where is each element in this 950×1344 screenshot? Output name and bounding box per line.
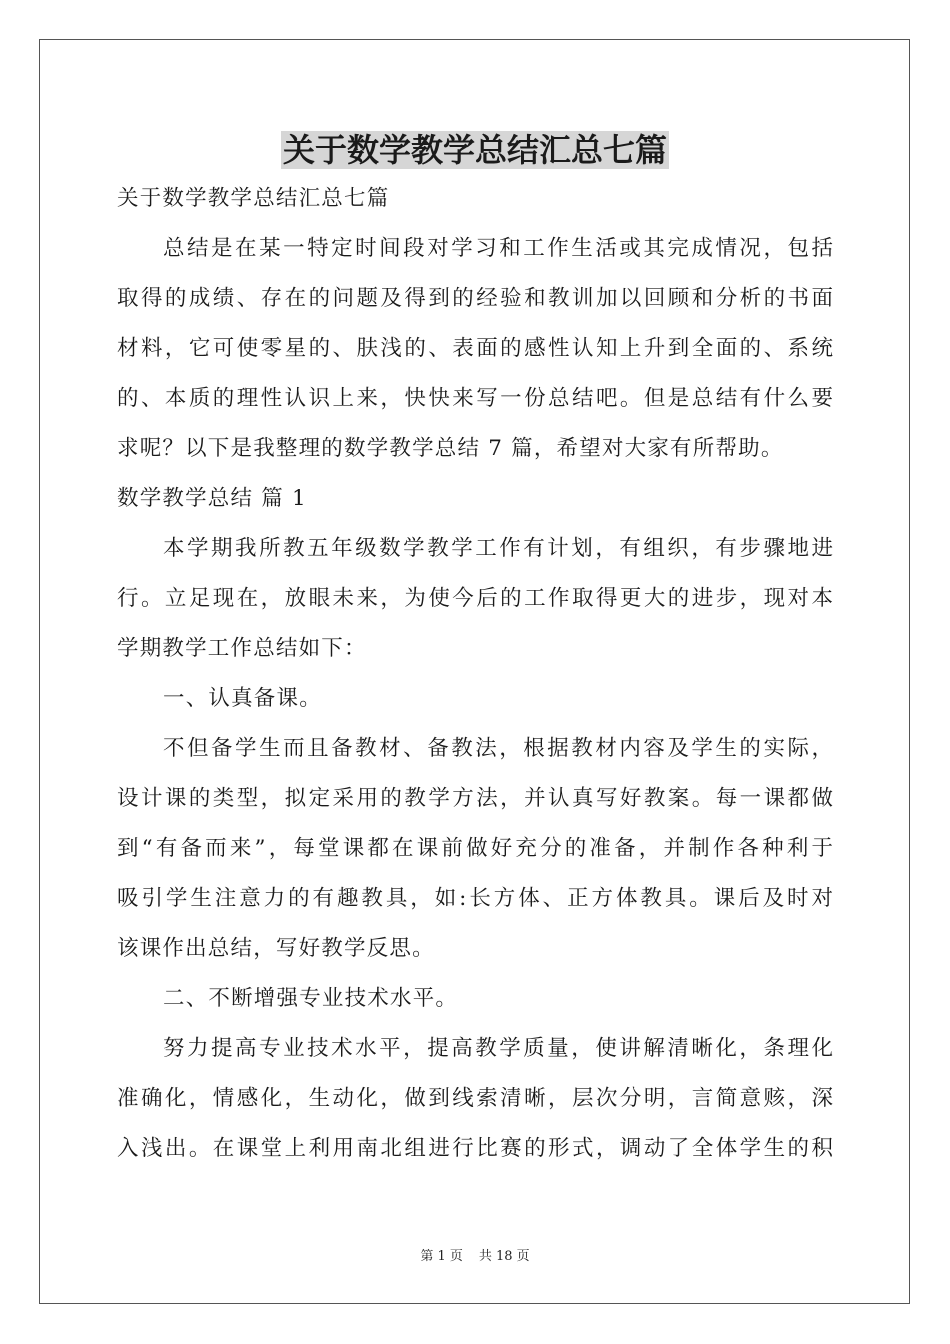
paragraph-line: 本学期我所教五年级数学教学工作有计划，有组织，有步骤地进 — [163, 536, 833, 561]
paragraph-line: 求呢？以下是我整理的数学教学总结 7 篇，希望对大家有所帮助。 — [117, 436, 784, 461]
subtitle-line: 关于数学教学总结汇总七篇 — [117, 186, 390, 211]
document-title-text: 关于数学教学总结汇总七篇 — [282, 131, 667, 169]
paragraph-line: 的、本质的理性认识上来，快快来写一份总结吧。但是总结有什么要 — [117, 386, 833, 411]
paragraph-line: 设计课的类型，拟定采用的教学方法，并认真写好教案。每一课都做 — [117, 786, 833, 811]
paragraph-line: 准确化，情感化，生动化，做到线索清晰，层次分明，言简意赅，深 — [117, 1086, 833, 1111]
paragraph-line: 吸引学生注意力的有趣教具，如:长方体、正方体教具。课后及时对 — [117, 886, 833, 911]
subsection-heading: 一、认真备课。 — [163, 686, 322, 711]
subsection-heading: 二、不断增强专业技术水平。 — [163, 986, 459, 1011]
section-heading: 数学教学总结 篇 1 — [117, 486, 307, 511]
document-title — [0, 128, 950, 172]
paragraph-line: 学期教学工作总结如下： — [117, 636, 367, 661]
paragraph-line: 取得的成绩、存在的问题及得到的经验和教训加以回顾和分析的书面 — [117, 286, 833, 311]
paragraph-line: 该课作出总结，写好教学反思。 — [117, 936, 435, 961]
paragraph-line: 行。立足现在，放眼未来，为使今后的工作取得更大的进步，现对本 — [117, 586, 833, 611]
paragraph-line: 不但备学生而且备教材、备教法，根据教材内容及学生的实际， — [163, 736, 833, 761]
paragraph-line: 努力提高专业技术水平，提高教学质量，使讲解清晰化，条理化 — [163, 1036, 833, 1061]
paragraph-line: 材料，它可使零星的、肤浅的、表面的感性认知上升到全面的、系统 — [117, 336, 833, 361]
paragraph-line: 到“有备而来”，每堂课都在课前做好充分的准备，并制作各种利于 — [117, 836, 833, 861]
page-total: 共 18 页 — [478, 1249, 530, 1264]
document-body — [117, 174, 833, 1174]
paragraph-line: 入浅出。在课堂上利用南北组进行比赛的形式，调动了全体学生的积 — [117, 1136, 833, 1161]
page-number: 第 1 页 — [420, 1249, 463, 1264]
paragraph-line: 总结是在某一特定时间段对学习和工作生活或其完成情况，包括 — [163, 236, 833, 261]
page-footer — [0, 1248, 950, 1266]
